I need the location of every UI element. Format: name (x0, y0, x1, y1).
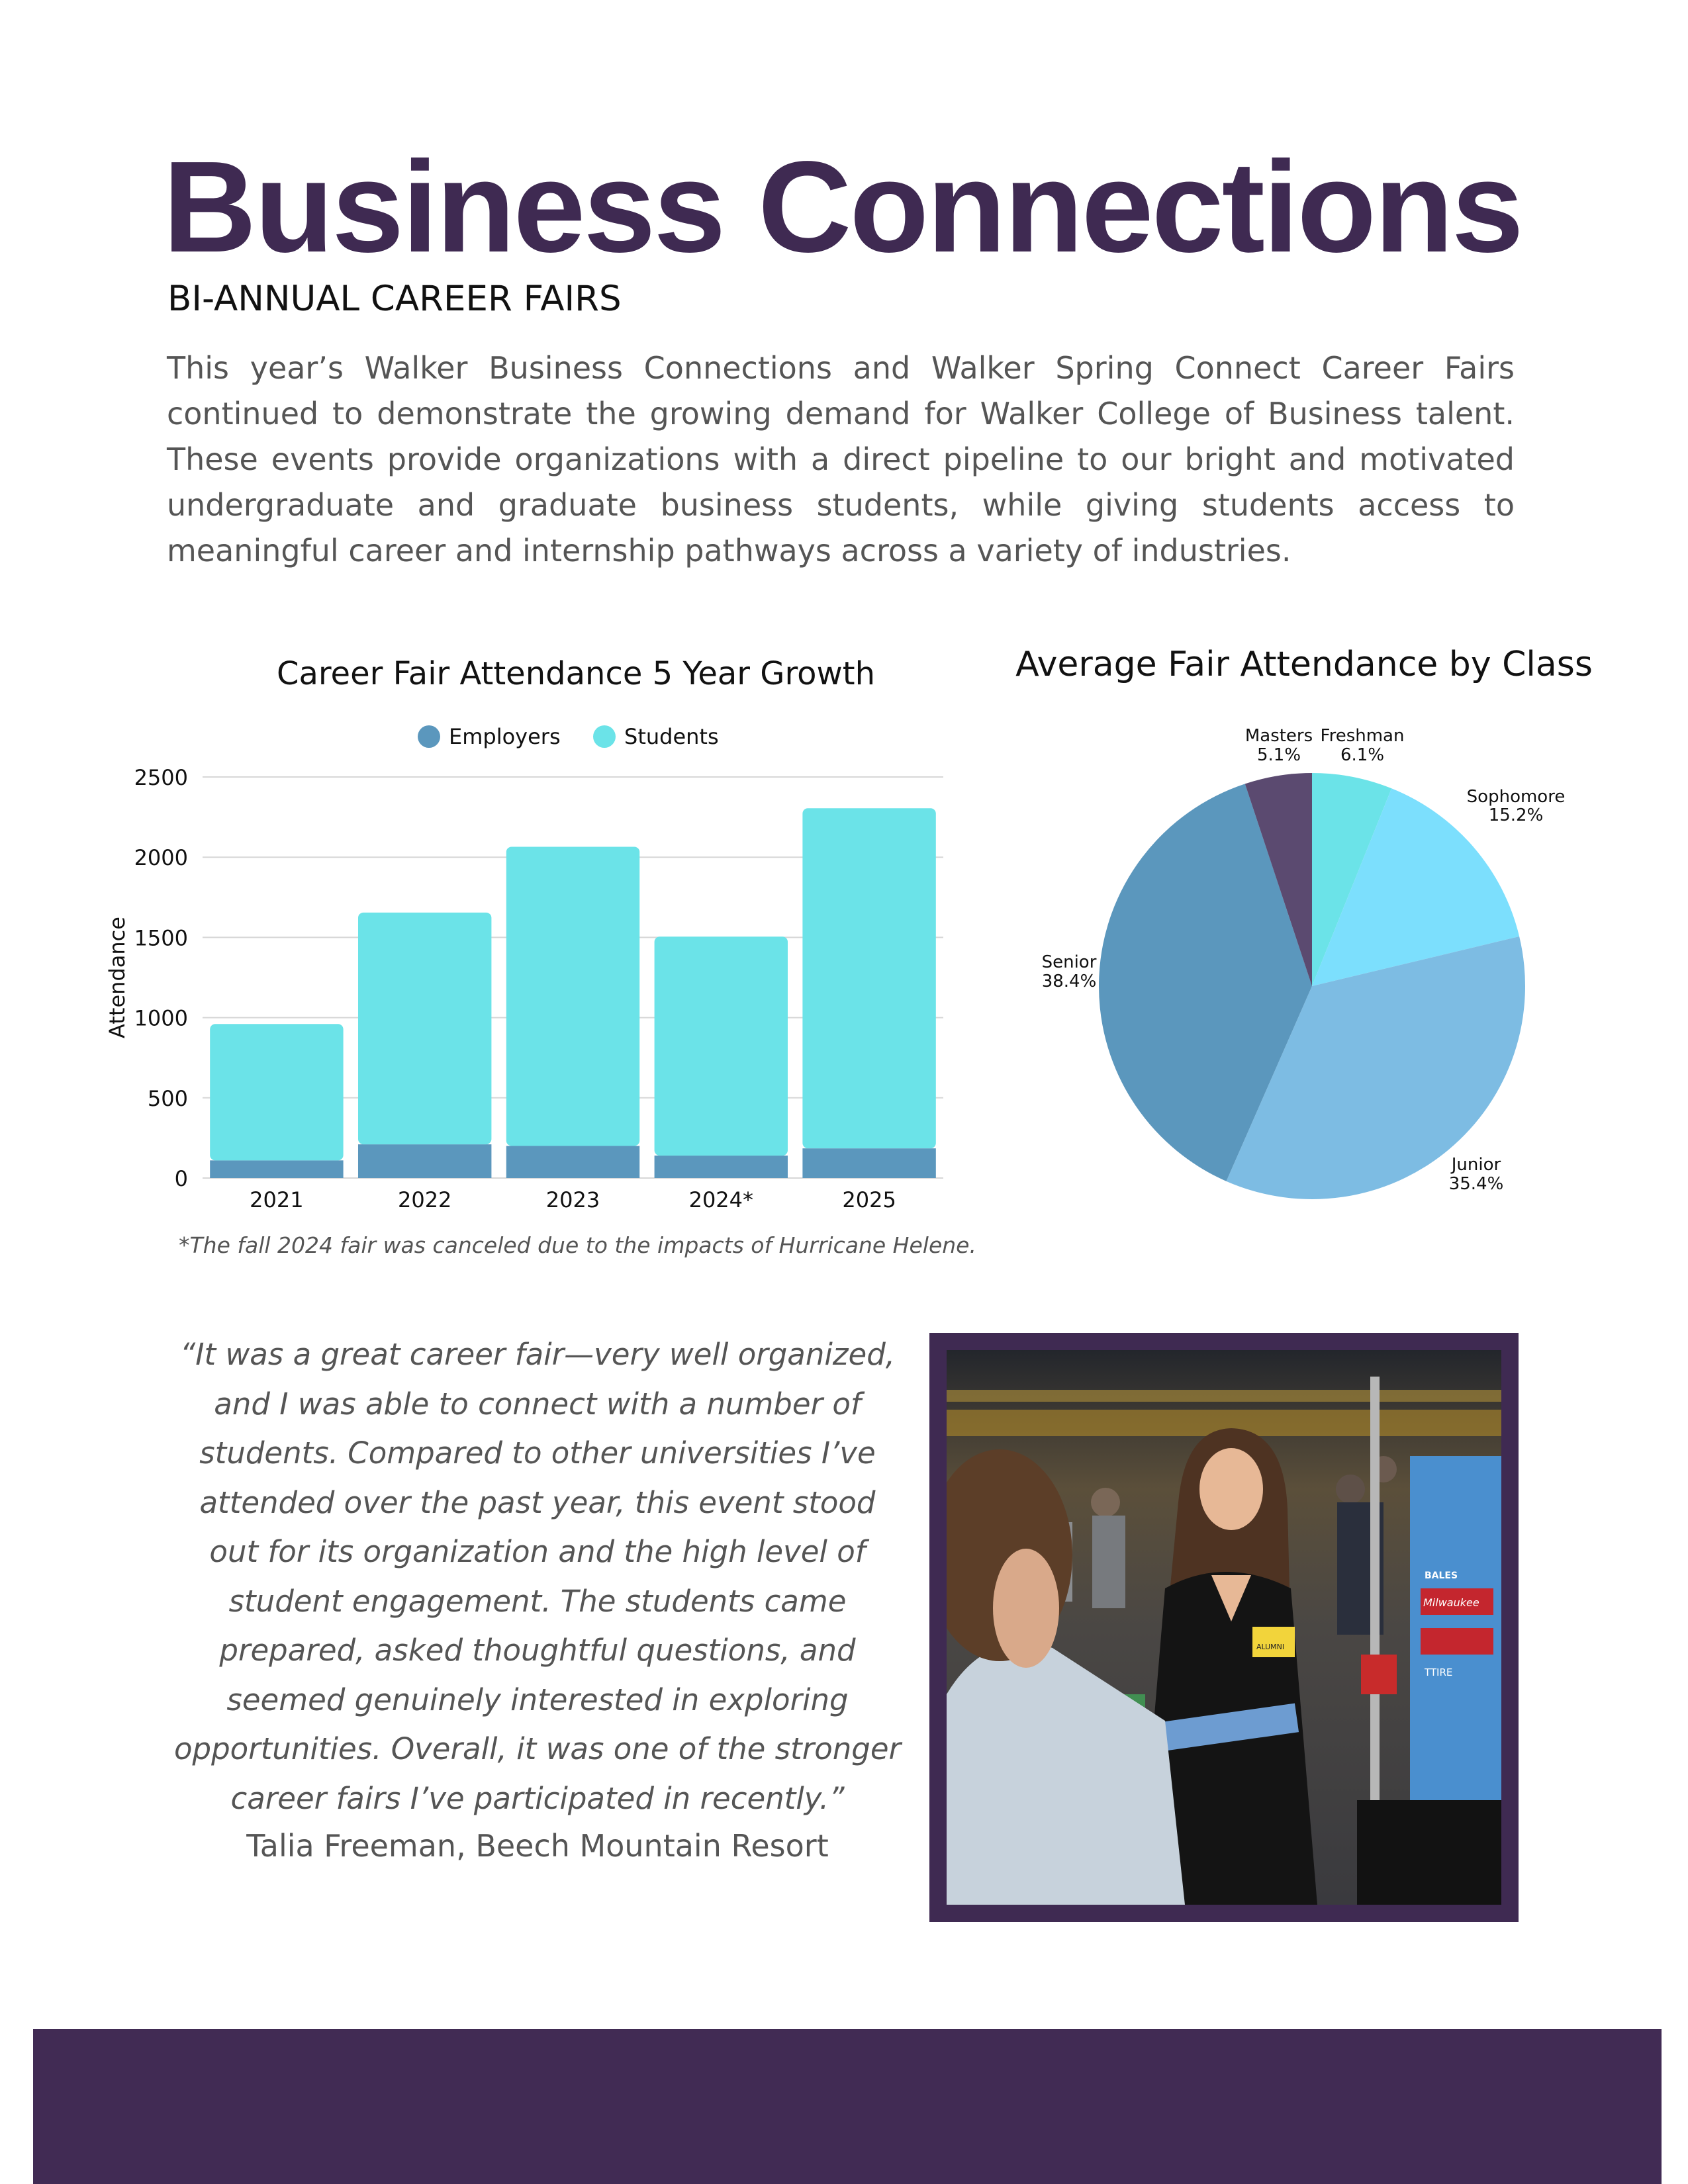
pie-label-freshman: Freshman (1320, 726, 1405, 746)
y-axis-label: Attendance (105, 917, 130, 1038)
x-tick-label: 2022 (397, 1187, 452, 1212)
banner-word-2: Milwaukee (1423, 1596, 1479, 1609)
page-title: Business Connections (163, 134, 1522, 279)
badge-text: ALUMNI (1256, 1643, 1285, 1651)
y-tick-label: 1000 (134, 1005, 188, 1031)
pie-value-freshman: 6.1% (1340, 745, 1385, 765)
x-tick-label: 2023 (545, 1187, 600, 1212)
x-tick-label: 2025 (842, 1187, 896, 1212)
pie-value-junior: 35.4% (1448, 1174, 1504, 1194)
x-tick-label: 2021 (250, 1187, 304, 1212)
y-tick-label: 2000 (134, 845, 188, 871)
legend-label-employers: Employers (449, 724, 561, 749)
photo-illustration (947, 1350, 1501, 1905)
pie-label-sophomore: Sophomore (1466, 787, 1566, 807)
career-fair-photo (947, 1350, 1501, 1905)
pie-chart-title: Average Fair Attendance by Class (1015, 645, 1593, 684)
intro-paragraph: This year’s Walker Business Connections and Walker Spring Connect Career Fairs continued to demonstrate the growing demand for Walker College of Business talent. These events provide organizations with a direct pipeline to our bright and motivated undergraduate and graduate business students, while giving students access to meaningful career and internship pathways across a variety of industries. (167, 350, 1515, 569)
banner-word-1: BALES (1425, 1570, 1458, 1581)
y-tick-label: 1500 (134, 925, 188, 951)
pie-label-senior: Senior (1041, 952, 1097, 972)
pie-value-senior: 38.4% (1041, 972, 1097, 991)
pie-label-masters: Masters (1244, 726, 1313, 746)
page-subtitle: BI-ANNUAL CAREER FAIRS (167, 279, 622, 319)
y-tick-label: 2500 (134, 765, 188, 790)
x-tick-label: 2024* (688, 1187, 754, 1212)
y-tick-label: 0 (174, 1166, 188, 1191)
banner-word-3: TTIRE (1425, 1666, 1453, 1678)
testimonial-quote: “It was a great career fair—very well organized, and I was able to connect with a number of students. Compared to other universities I’ve attended over the past year, this event stood out for its organization and the high level of student engagement. The students came prepared, asked thoughtful questions, and seemed genuinely interested in exploring opportunities. Overall, it was one of the stronger career fairs I’ve participated in recently.” (173, 1337, 902, 1816)
testimonial-attribution: Talia Freeman, Beech Mountain Resort (246, 1828, 829, 1864)
y-tick-label: 500 (147, 1085, 188, 1111)
bar-chart-footnote: *The fall 2024 fair was canceled due to the impacts of Hurricane Helene. (179, 1232, 976, 1258)
bar-chart-title: Career Fair Attendance 5 Year Growth (276, 655, 876, 692)
pie-value-sophomore: 15.2% (1488, 805, 1544, 825)
pie-value-masters: 5.1% (1256, 745, 1301, 765)
footer-bar (33, 2029, 1662, 2184)
photo-frame (929, 1333, 1519, 1922)
legend-label-students: Students (624, 724, 719, 749)
pie-label-junior: Junior (1451, 1155, 1501, 1175)
